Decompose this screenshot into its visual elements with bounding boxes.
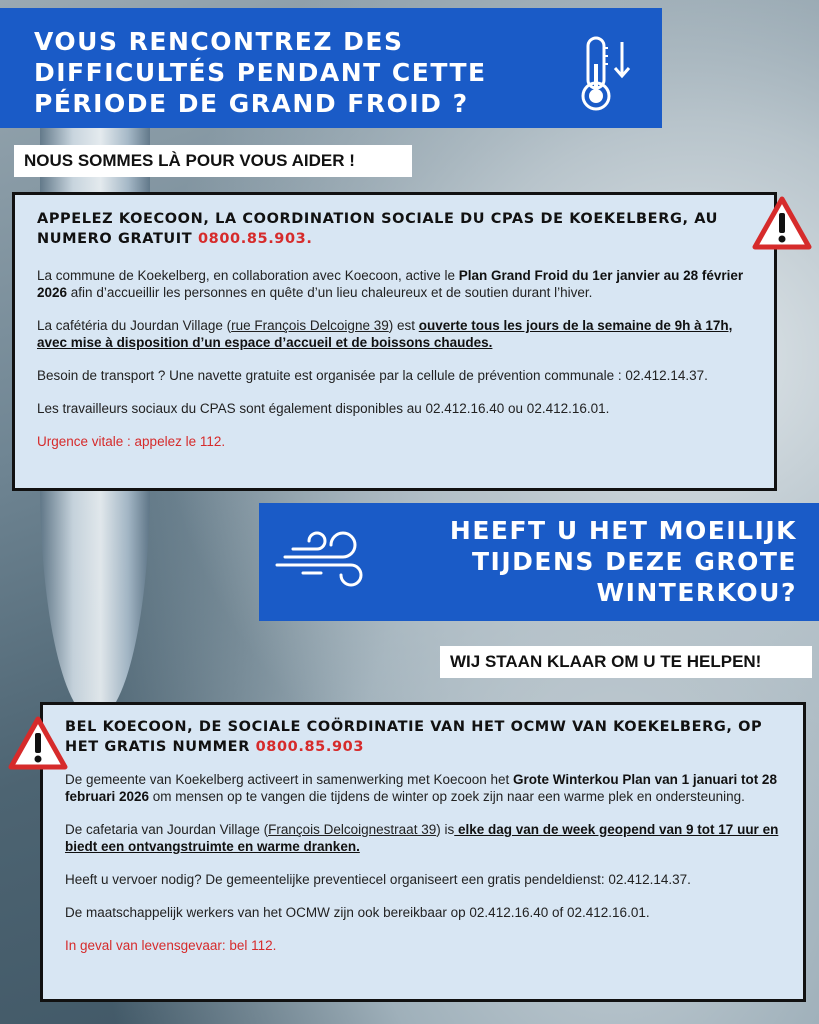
wind-icon	[273, 523, 373, 587]
fr-paragraph-social-workers: Les travailleurs sociaux du CPAS sont également disponibles au 02.412.16.40 ou 02.412.16.01.	[37, 401, 610, 416]
nl-emergency: In geval van levensgevaar: bel 112.	[65, 938, 277, 953]
nl-paragraph-cafeteria: De cafetaria van Jourdan Village (François Delcoignestraat 39) is elke dag van de week geopend van 9 tot 17 uur en biedt een ontvangstruimte en warme dranken.	[65, 822, 779, 854]
fr-tagline: NOUS SOMMES LÀ POUR VOUS AIDER !	[14, 145, 412, 177]
fr-phone-number[interactable]: 0800.85.903.	[197, 231, 313, 247]
nl-heading	[65, 717, 783, 757]
nl-address-link[interactable]: François Delcoignestraat 39	[268, 822, 437, 837]
nl-banner-title: HEEFT U HET MOEILIJK TIJDENS DEZE GROTE WINTERKOU?	[449, 516, 797, 607]
fr-heading	[37, 209, 754, 249]
fr-info-box	[12, 192, 777, 491]
nl-title-banner	[259, 503, 819, 621]
warning-triangle-icon	[752, 196, 812, 250]
fr-emergency: Urgence vitale : appelez le 112.	[37, 434, 226, 449]
nl-tagline: WIJ STAAN KLAAR OM U TE HELPEN!	[440, 646, 812, 678]
fr-address-link[interactable]: rue François Delcoigne 39	[231, 318, 389, 333]
nl-phone-number[interactable]: 0800.85.903	[255, 739, 365, 755]
fr-title-banner	[0, 8, 662, 128]
nl-paragraph-transport: Heeft u vervoer nodig? De gemeentelijke preventiecel organiseert een gratis pendeldienst: 02.412.14.37.	[65, 872, 691, 887]
fr-paragraph-cafeteria: La cafétéria du Jourdan Village (rue François Delcoigne 39) est ouverte tous les jours de la semaine de 9h à 17h, avec mise à disposition d’un espace d’accueil et de boissons chaudes.	[37, 318, 733, 350]
nl-heading-text: BEL KOECOON, DE SOCIALE COÖRDINATIE VAN HET OCMW VAN KOEKELBERG, OP HET GRATIS NUMMER	[65, 719, 763, 755]
fr-banner-title: VOUS RENCONTREZ DES DIFFICULTÉS PENDANT CETTE PÉRIODE DE GRAND FROID ?	[34, 27, 487, 118]
nl-paragraph-social-workers: De maatschappelijk werkers van het OCMW zijn ook bereikbaar op 02.412.16.40 of 02.412.16.01.	[65, 905, 650, 920]
nl-paragraph-plan: De gemeente van Koekelberg activeert in samenwerking met Koecoon het Grote Winterkou Plan van 1 januari tot 28 februari 2026 om mensen op te vangen die tijdens de winter op zoek zijn naar een warme plek en ondersteuning.	[65, 772, 777, 804]
warning-triangle-icon	[8, 716, 68, 770]
fr-paragraph-transport: Besoin de transport ? Une navette gratuite est organisée par la cellule de prévention communale : 02.412.14.37.	[37, 368, 708, 383]
fr-paragraph-plan: La commune de Koekelberg, en collaboration avec Koecoon, active le Plan Grand Froid du 1er janvier au 28 février 2026 afin d’accueillir les personnes en quête d’un lieu chaleureux et de soutien durant l’hiver.	[37, 268, 744, 300]
fr-heading-text: APPELEZ KOECOON, LA COORDINATION SOCIALE DU CPAS DE KOEKELBERG, AU NUMERO GRATUIT	[37, 211, 718, 247]
thermometer-down-icon	[578, 34, 638, 114]
nl-info-box	[40, 702, 806, 1002]
